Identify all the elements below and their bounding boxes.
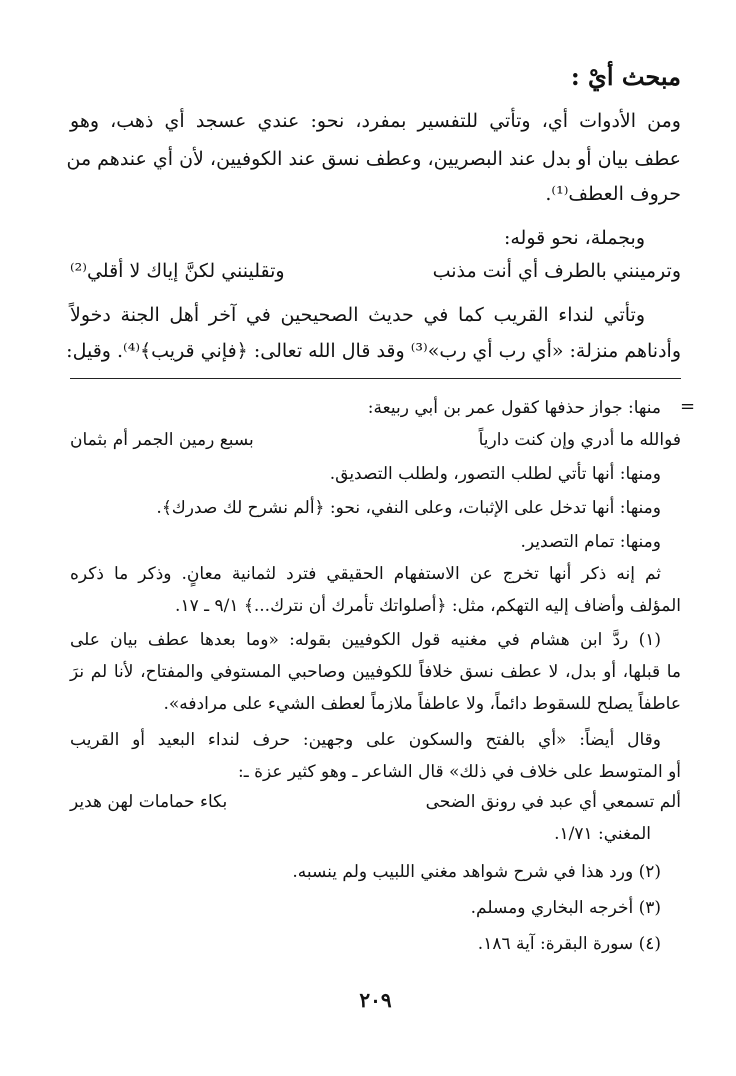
main-line-5: وتأتي لنداء القريب كما في حديث الصحيحين في آخر أهل الجنة دخولاً [70,304,645,326]
footnote-line: ومنها: أنها تدخل على الإثبات، وعلى النفي، نحو: ﴿ألم نشرح لك صدرك﴾. [156,498,661,518]
footnote-verse-b-second: بكاء حمامات لهن هدير [70,792,228,812]
footnote-line: ما قبلها، أو بدل، لا عطف نسق خلافاً للكوفيين وصاحبي المستوفي والمفتاح، لأنا لم نرَ [70,662,681,682]
continuation-mark: = [680,396,696,417]
footnote-verse-a-first: فوالله ما أدري وإن كنت دارياً [478,430,681,450]
footnote-divider [70,378,681,379]
footnote-4: (٤) سورة البقرة: آية ١٨٦. [477,934,661,954]
main-line-6: وأدناهم منزلة: «أي رب أي رب»⁽³⁾ وقد قال الله تعالى: ﴿فإني قريب﴾⁽⁴⁾. وقيل: [66,340,681,362]
main-verse-second-hemistich: وتقلينني لكنَّ إياك لا أقلي⁽²⁾ [70,260,285,282]
main-line-3: حروف العطف⁽¹⁾. [545,183,681,205]
footnote-line: وقال أيضاً: «أي بالفتح والسكون على وجهين: حرف لنداء البعيد أو القريب [70,730,661,750]
main-line-4: وبجملة، نحو قوله: [503,227,645,249]
footnote-line: ومنها: تمام التصدير. [520,532,661,552]
footnote-line: عاطفاً يصلح للسقوط دائماً، ولا عاطفاً ملازماً لعطف الشيء على مرادفه». [163,694,681,714]
footnote-3: (٣) أخرجه البخاري ومسلم. [470,898,661,918]
document-page [66,0,681,1076]
main-verse-first-hemistich: وترمينني بالطرف أي أنت مذنب [432,260,681,282]
section-heading: مبحث أيْ : [570,62,681,91]
footnote-line: (١) ردَّ ابن هشام في مغنيه قول الكوفيين بقوله: «وما بعدها عطف بيان على [70,630,661,650]
main-line-2: عطف بيان أو بدل عند البصريين، وعطف نسق عند الكوفيين، لأن أي عندهم من [66,148,681,170]
footnote-line: ومنها: أنها تأتي لطلب التصور، ولطلب التصديق. [329,464,661,484]
footnote-line: المغني: ١/٧١. [554,824,651,844]
footnote-verse-a-second: بسبع رمين الجمر أم بثمان [70,430,254,450]
footnote-verse-b-first: ألم تسمعي أي عبد في رونق الضحى [425,792,681,812]
footnote-2: (٢) ورد هذا في شرح شواهد مغني اللبيب ولم ينسبه. [292,862,661,882]
main-line-1: ومن الأدوات أي، وتأتي للتفسير بمفرد، نحو: عندي عسجد أي ذهب، وهو [70,110,681,132]
footnote-line: المؤلف وأضاف إليه التهكم، مثل: ﴿أصلواتك تأمرك أن نترك...﴾ ٩/١ ـ ١٧. [175,596,681,616]
footnote-line: منها: جواز حذفها كقول عمر بن أبي ربيعة: [367,398,661,418]
page-number: ٢٠٩ [359,988,392,1012]
footnote-line: أو المتوسط على خلاف في ذلك» قال الشاعر ـ وهو كثير عزة ـ: [237,762,681,782]
footnote-line: ثم إنه ذكر أنها تخرج عن الاستفهام الحقيقي فترد لثمانية معانٍ. وذكر ما ذكره [70,564,661,584]
